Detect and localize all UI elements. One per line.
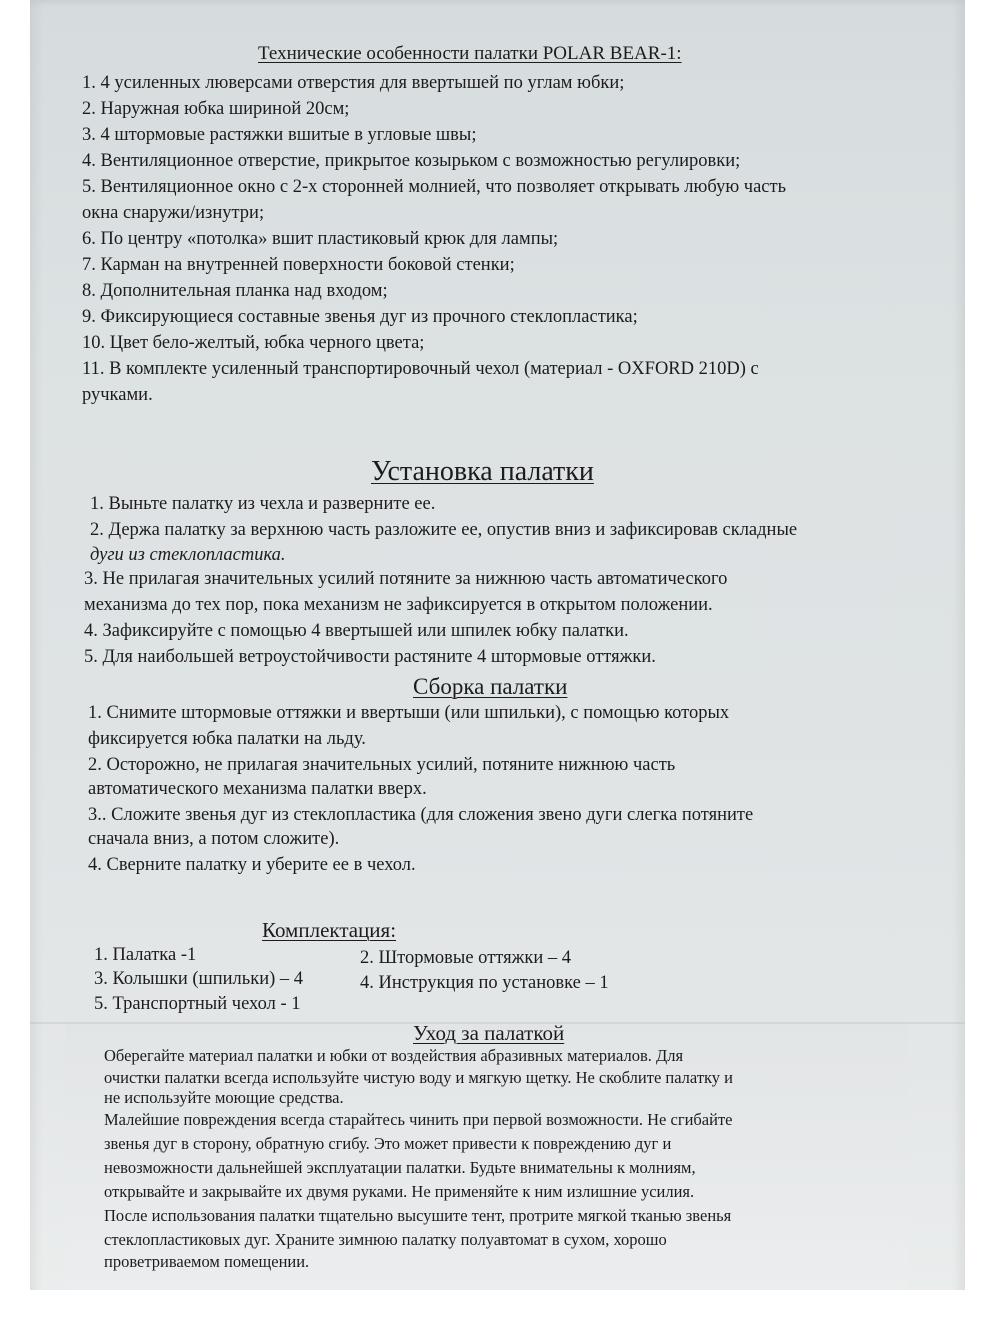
features-line: 3. 4 штормовые растяжки вшитые в угловые швы;	[82, 125, 477, 145]
care-title: Уход за палаткой	[413, 1021, 565, 1045]
assembly-line: сначала вниз, а потом сложите).	[88, 829, 340, 849]
assembly-title: Сборка палатки	[413, 674, 568, 699]
features-line: 4. Вентиляционное отверстие, прикрытое козырьком с возможностью регулировки;	[82, 151, 741, 171]
setup-line: 4. Зафиксируйте с помощью 4 ввертышей или шпилек юбку палатки.	[84, 621, 629, 641]
features-line: 7. Карман на внутренней поверхности боковой стенки;	[82, 255, 515, 275]
setup-line: 2. Держа палатку за верхнюю часть разложите ее, опустив вниз и зафиксировав складные	[90, 520, 798, 540]
features-line: 9. Фиксирующиеся составные звенья дуг из прочного стеклопластика;	[82, 307, 638, 327]
care-line: Малейшие повреждения всегда старайтесь чинить при первой возможности. Не сгибайте	[104, 1110, 733, 1129]
features-line: 2. Наружная юбка шириной 20см;	[82, 99, 350, 119]
setup-line: 1. Выньте палатку из чехла и разверните ее.	[90, 494, 436, 514]
care-line: Оберегайте материал палатки и юбки от воздействия абразивных материалов. Для	[104, 1046, 684, 1065]
care-line: звенья дуг в сторону, обратную сгибу. Это может привести к повреждению дуг и	[104, 1134, 672, 1153]
assembly-line: фиксируется юбка палатки на льду.	[88, 729, 366, 749]
features-title: Технические особенности палатки POLAR BEAR-1:	[258, 43, 682, 64]
features-line: 8. Дополнительная планка над входом;	[82, 281, 388, 301]
features-line: окна снаружи/изнутри;	[82, 203, 265, 223]
kit-item: 4. Инструкция по установке – 1	[360, 973, 609, 993]
page-margin	[0, 1290, 1000, 1333]
care-line: После использования палатки тщательно высушите тент, протрите мягкой тканью звенья	[104, 1206, 732, 1225]
features-line: 10. Цвет бело-желтый, юбка черного цвета;	[82, 333, 425, 353]
assembly-line: автоматического механизма палатки вверх.	[88, 779, 427, 799]
kit-item: 5. Транспортный чехол - 1	[94, 994, 301, 1014]
assembly-line: 2. Осторожно, не прилагая значительных усилий, потяните нижнюю часть	[88, 755, 676, 775]
kit-title: Комплектация:	[262, 918, 397, 942]
care-line: стеклопластиковых дуг. Храните зимнюю палатку полуавтомат в сухом, хорошо	[104, 1230, 667, 1249]
setup-line: 5. Для наибольшей ветроустойчивости растяните 4 штормовые оттяжки.	[84, 647, 656, 667]
assembly-line: 3.. Сложите звенья дуг из стеклопластика (для сложения звено дуги слегка потяните	[88, 805, 754, 825]
care-line: не используйте моющие средства.	[104, 1088, 344, 1107]
care-line: открывайте и закрывайте их двумя руками. Не применяйте к ним излишние усилия.	[104, 1182, 695, 1201]
features-line: 1. 4 усиленных люверсами отверстия для ввертышей по углам юбки;	[82, 73, 625, 93]
setup-title: Установка палатки	[371, 456, 594, 487]
assembly-line: 1. Снимите штормовые оттяжки и ввертыши (или шпильки), с помощью которых	[88, 703, 730, 723]
kit-item: 3. Колышки (шпильки) – 4	[94, 969, 304, 989]
care-line: невозможности дальнейшей эксплуатации палатки. Будьте внимательны к молниям,	[104, 1158, 696, 1177]
kit-item: 2. Штормовые оттяжки – 4	[360, 948, 572, 968]
features-line: 11. В комплекте усиленный транспортировочный чехол (материал - OXFORD 210D) с	[82, 359, 759, 379]
assembly-line: 4. Сверните палатку и уберите ее в чехол.	[88, 855, 416, 875]
features-line: 6. По центру «потолка» вшит пластиковый крюк для лампы;	[82, 229, 559, 249]
setup-line: 3. Не прилагая значительных усилий потяните за нижнюю часть автоматического	[84, 569, 728, 589]
setup-line: дуги из стеклопластика.	[90, 545, 286, 565]
kit-item: 1. Палатка -1	[94, 945, 197, 965]
setup-line: механизма до тех пор, пока механизм не зафиксируется в открытом положении.	[84, 595, 713, 615]
care-line: очистки палатки всегда используйте чистую воду и мягкую щетку. Не скоблите палатку и	[104, 1068, 734, 1087]
features-line: ручками.	[82, 385, 153, 405]
care-line: проветриваемом помещении.	[104, 1252, 310, 1271]
features-line: 5. Вентиляционное окно с 2-х сторонней молнией, что позволяет открывать любую часть	[82, 177, 787, 197]
